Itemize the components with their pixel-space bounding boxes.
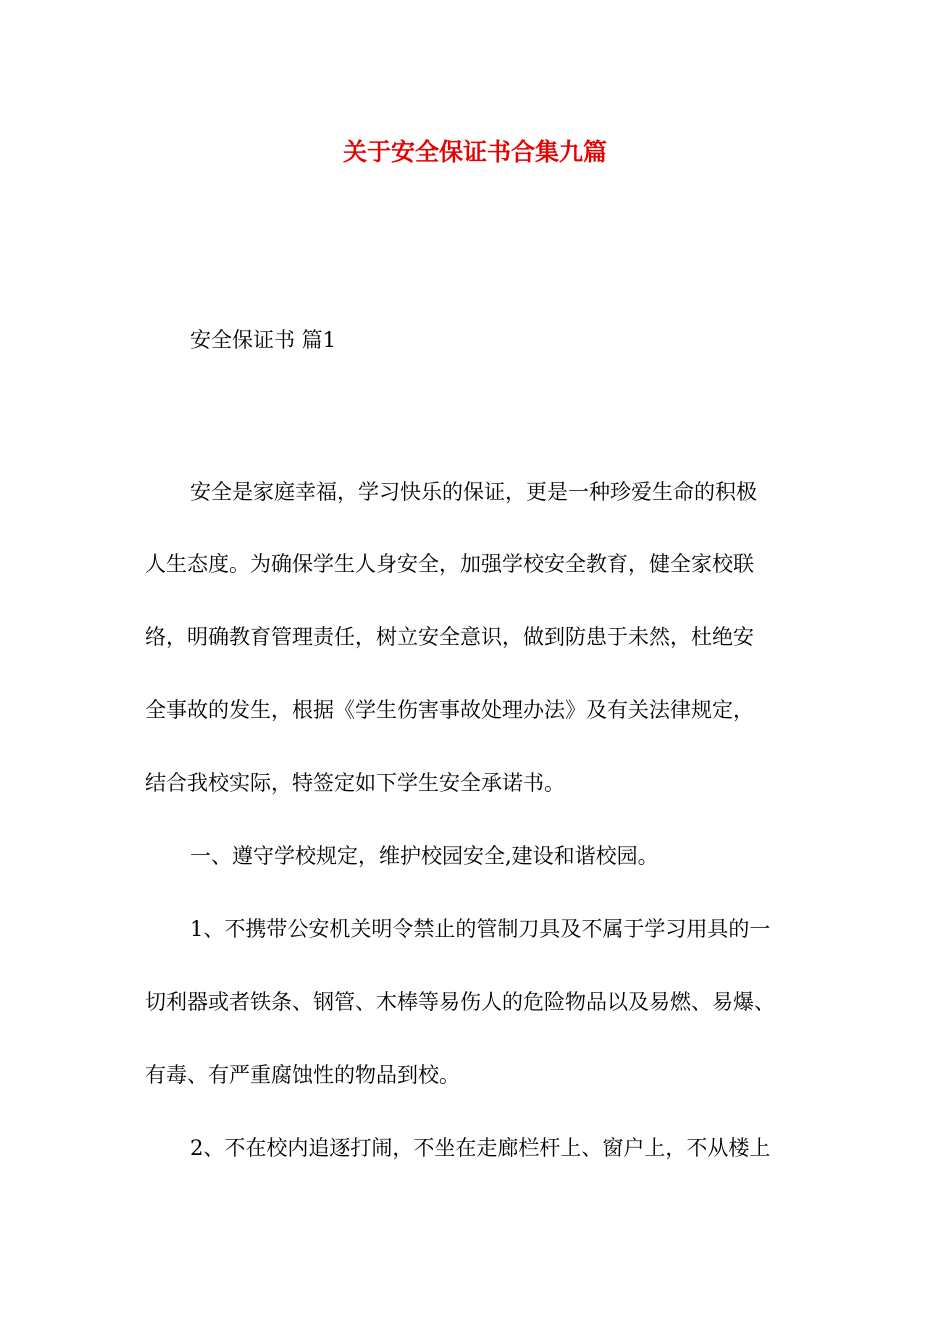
paragraph-line: 有毒、有严重腐蚀性的物品到校。 (145, 1063, 460, 1087)
section-heading: 安全保证书 篇1 (190, 328, 337, 352)
page-title: 关于安全保证书合集九篇 (343, 138, 607, 166)
paragraph-line: 结合我校实际，特签定如下学生安全承诺书。 (145, 771, 565, 795)
paragraph-line: 人生态度。为确保学生人身安全，加强学校安全教育，健全家校联 (145, 552, 754, 576)
paragraph-line: 2、不在校内追逐打闹，不坐在走廊栏杆上、窗户上，不从楼上 (190, 1136, 771, 1160)
paragraph-line: 安全是家庭幸福，学习快乐的保证，更是一种珍爱生命的积极 (190, 480, 757, 504)
paragraph-line: 络，明确教育管理责任，树立安全意识，做到防患于未然，杜绝安 (145, 625, 754, 649)
paragraph-line: 全事故的发生，根据《学生伤害事故处理办法》及有关法律规定， (145, 698, 754, 722)
paragraph-line: 1、不携带公安机关明令禁止的管制刀具及不属于学习用具的一 (190, 917, 771, 941)
paragraph-line: 切利器或者铁条、钢管、木棒等易伤人的危险物品以及易燃、易爆、 (145, 990, 775, 1014)
rule-heading: 一、遵守学校规定，维护校园安全,建设和谐校园。 (190, 844, 659, 868)
